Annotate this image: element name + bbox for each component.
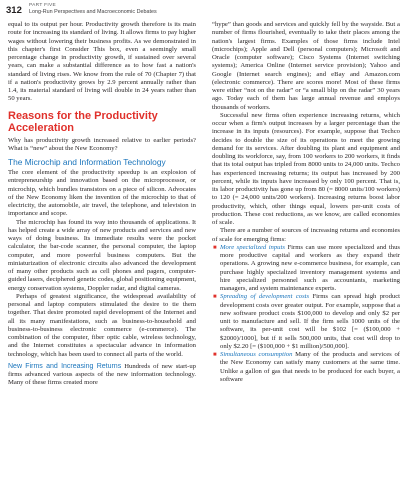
paragraph: There are a number of sources of increasing returns and economies of scale for emerging firms:: [212, 227, 400, 243]
page-number: 312: [6, 5, 22, 16]
paragraph: Successful new firms often experience increasing returns, which occur when a firm's output increases by a larger percentage than the increase in its inputs (resources). For example, suppose that Techco decides to double the size of its operations to meet the growing demand for its services. After doubling its plant and equipment and doubling its workforce, say, from 100 workers to 200 workers, it finds that its total output has tripled from 8000 units to 24,000 units. Techco has experienced increasing returns; its output has increased by 200 percent, while its inputs have increased by only 100 percent. That is, its labor productivity has gone up from 80 (= 8000 units/100 workers) to 120 (= 24,000 units/200 workers). Increasing returns boost labor productivity, which, other things equal, lowers per-unit costs of production. These cost reductions, as we know, are called economies of scale.: [212, 111, 400, 226]
bullet-icon: ■: [213, 244, 217, 251]
list-item-lead: Simultaneous consumption: [220, 351, 293, 358]
paragraph: Why has productivity growth increased relative to earlier periods? What is “new” about the New Economy?: [8, 136, 196, 152]
list-item-text: Firms can spread high product development costs over greater output. For example, suppose that a new software product costs $100,000 to develop and only $2 per unit to manufacture and sell. If the firm sells 1000 units of the software, its per-unit cost will be $102 [= ($100,000 + $2000)/1000], but if it sells 500,000 units, that cost will drop to only $2.20 [= ($100,000 + $1 million)/500,000].: [220, 293, 400, 350]
part-label: PART FIVE: [29, 3, 56, 8]
section-heading: Reasons for the Productivity Acceleration: [8, 109, 158, 134]
bullet-icon: ■: [213, 352, 217, 358]
list-item: [213, 293, 400, 351]
paragraph: The core element of the productivity speedup is an explosion of entrepreneurship and innovation based on the microprocessor, or microchip, which bundles transistors on a piece of silicon. Advocates of the New Economy liken the invention of the microchip to that of electricity, the automobile, air travel, the telephone, and television in importance and scope.: [8, 169, 196, 218]
list-item: [213, 243, 400, 294]
runin-heading: New Firms and Increasing Returns: [8, 362, 122, 370]
paragraph: The microchip has found its way into thousands of applications. It has helped create a wide array of new products and services and new ways of doing business. Its immediate results were the pocket calculator, the bar-code scanner, the personal computer, the laptop computer, and more powerful business computers. But the miniaturization of electronic circuits also advanced the development of many other products such as cell phones and pagers, computer-guided lasers, deciphered genetic codes, global positioning equipment, energy conservation systems, Doppler radar, and digital cameras.: [8, 218, 196, 292]
part-title: Long-Run Perspectives and Macroeconomic Debates: [29, 9, 157, 15]
list-item-text: Firms can use more specialized and thus more productive capital and workers as they expand their operations. A growing new e-commerce business, for example, can purchase highly specialized inventory management systems and hire specialized personnel such as accountants, marketing managers, and system maintenance experts.: [220, 243, 400, 292]
list-item-lead: Spreading of development costs: [220, 293, 310, 301]
list-item-lead: More specialized inputs: [220, 243, 285, 251]
right-column: [212, 21, 400, 384]
list-item: [213, 351, 400, 384]
paragraph: “hype” than goods and services and quickly fell by the wayside. But a number of firms flourished, eventually to take their places among the nation's largest firms. Examples of those firms include Intel (microchips); Apple and Dell (personal computers); Microsoft and Oracle (computer software); Cisco Systems (Internet switching systems); America Online (Internet service provision); Yahoo and Google (Internet search engines); and eBay and Amazon.com (electronic commerce). There are scores more! Most of these firms were either “not on the radar” or “a small blip on the radar” 30 years ago. Today each of them has large annual revenue and employs thousands of workers.: [212, 21, 400, 111]
paragraph: equal to its output per hour. Productivity growth therefore is its main route for increasing its standard of living. It allows firms to pay higher wages without lowering their business profits. As we demonstrated in this chapter's first Consider This box, even a seemingly small percentage change in productivity growth, if sustained over several years, can make a substantial difference as to how fast a nation's standard of living rises. We know from the rule of 70 (Chapter 7) that if a nation's productivity grows by 2.9 percent annually rather than 1.4, its material standard of living will double in 24 years rather than 50 years.: [8, 21, 196, 103]
subsection-heading: The Microchip and Information Technology: [8, 157, 166, 167]
list-item-text: Many of the products and services of the New Economy can satisfy many customers at the same time. Unlike a gallon of gas that needs to be produced for each buyer, a software: [220, 351, 400, 383]
paragraph-with-runin-heading: [8, 363, 196, 388]
paragraph-text: Hundreds of new start-up firms advanced various aspects of the new information technology. Many of these firms created more: [8, 362, 196, 387]
bullet-list: [212, 244, 400, 384]
bullet-icon: ■: [213, 294, 217, 301]
left-column: [8, 21, 196, 388]
page-header: [6, 3, 401, 21]
paragraph: Perhaps of greatest significance, the widespread availability of personal and laptop computers stimulated the desire to tie them together. That desire promoted rapid development of the Internet and all its many manifestations, such as business-to-household and business-to-business electronic commerce (e-commerce). The combination of the computer, fiber optic cable, wireless technology, and the Internet constitutes a spectacular advance in information technology, which has been used to connect all parts of the world.: [8, 292, 196, 358]
